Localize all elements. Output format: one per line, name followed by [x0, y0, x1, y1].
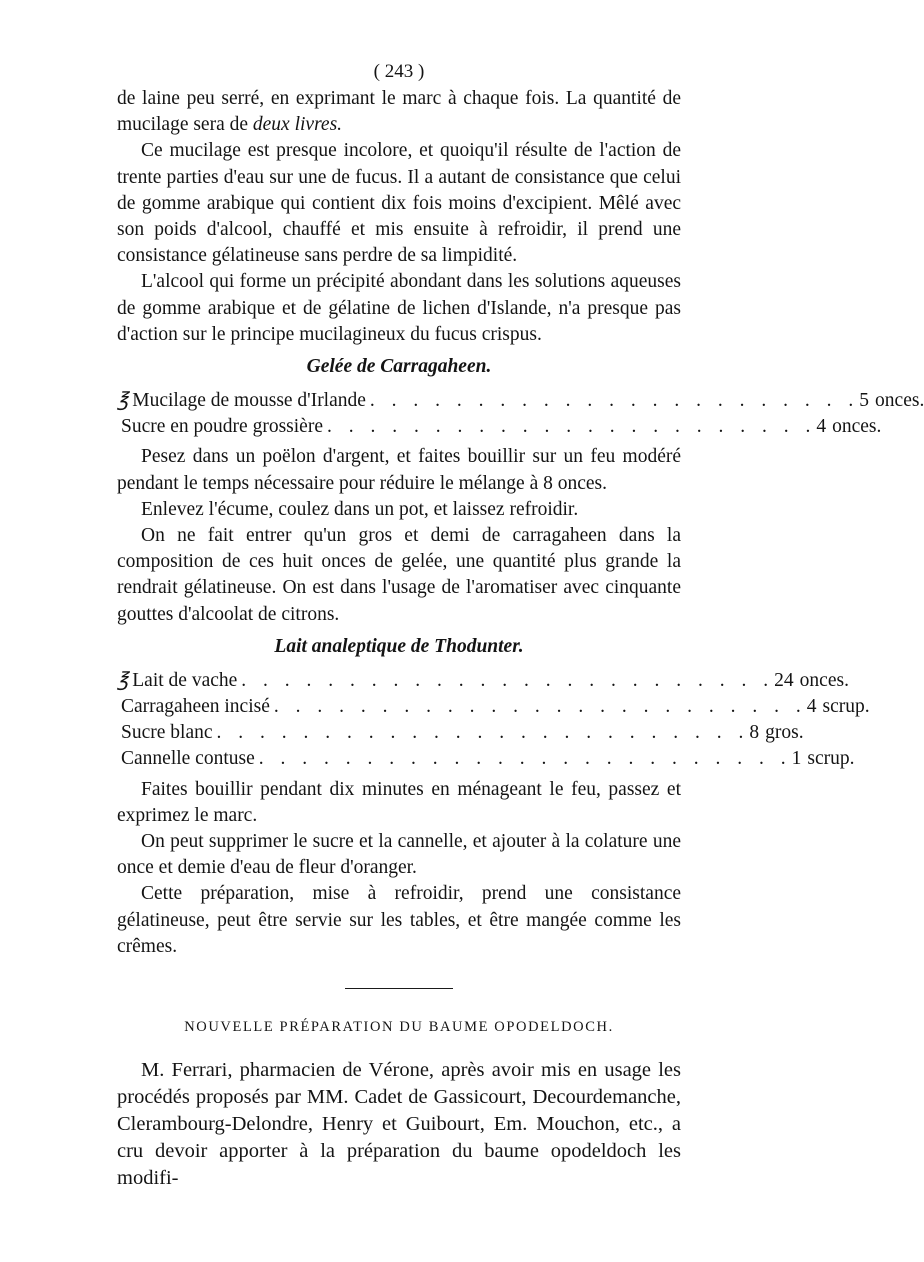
recipe-ingredient: Sucre blanc [121, 722, 213, 744]
heading-lait: Lait analeptique de Thodunter. [274, 635, 524, 657]
recipe-unit: scrup. [822, 696, 870, 718]
dot-leader: . . . . . . . . . . . . . . . . . . . . . . . . . [273, 696, 807, 718]
recipe-unit: onces. [832, 416, 882, 438]
paragraph-2: Ce mucilage est presque incolore, et quoiqu'il résulte de l'action de trente parties d'eau sur une de fucus. Il a autant de consistance que celui de gomme arabique qui contient dix fois moins d'excipient. Mêlé avec son poids d'alcool, chauffé et mis ensuite à refroidir, il prend une consistance gélatineuse sans perdre de sa limpidité. [117, 140, 681, 267]
paragraph-8: On peut supprimer le sucre et la cannelle, et ajouter à la colature une once et demie d'eau de fleur d'oranger. [117, 831, 681, 879]
paragraph-4: Pesez dans un poëlon d'argent, et faites bouillir sur un feu modéré pendant le temps nécessaire pour réduire le mélange à 8 onces. [117, 446, 681, 494]
recipe-unit: gros. [765, 722, 804, 744]
recipe-unit: onces. [799, 669, 849, 691]
paragraph-1-text: de laine peu serré, en exprimant le marc à chaque fois. La quantité de mucilage sera de [117, 88, 681, 136]
recipe-symbol: ℥ [117, 669, 129, 691]
recipe-ingredient: Mucilage de mousse d'Irlande [132, 390, 366, 412]
dot-leader: . . . . . . . . . . . . . . . . . . . . . . . [369, 390, 860, 412]
recipe-quantity: 1 [791, 748, 802, 770]
recipe-quantity: 4 [806, 696, 817, 718]
dot-leader: . . . . . . . . . . . . . . . . . . . . . . . . . [258, 748, 792, 770]
recipe-line [117, 746, 855, 772]
recipe-line [117, 720, 804, 746]
recipe-line [117, 388, 924, 414]
recipe-line [117, 668, 849, 694]
paragraph-6: On ne fait entrer qu'un gros et demi de carragaheen dans la composition de ces huit onces de gelée, une quantité plus grande la rendrait gélatineuse. On est dans l'usage de l'aromatiser avec cinquante gouttes d'alcoolat de citrons. [117, 525, 681, 625]
recipe-quantity: 5 [859, 390, 870, 412]
recipe-ingredient: Cannelle contuse [121, 748, 255, 770]
page-number: ( 243 ) [373, 61, 425, 82]
recipe-line [117, 414, 882, 440]
recipe-unit: scrup. [807, 748, 855, 770]
recipe-quantity: 4 [816, 416, 827, 438]
dot-leader: . . . . . . . . . . . . . . . . . . . . . . . . . [241, 669, 775, 691]
recipe-unit: onces. [875, 390, 924, 412]
dot-leader: . . . . . . . . . . . . . . . . . . . . . . . [326, 416, 817, 438]
recipe-symbol: ℥ [117, 390, 129, 412]
paragraph-10: M. Ferrari, pharmacien de Vérone, après avoir mis en usage les procédés proposés par MM. Cadet de Gassicourt, Decourdemanche, Clerambourg-Delondre, Henry et Guibourt, Em. Mouchon, etc., a cru devoir apporter à la préparation du baume opodeldoch les modifi- [117, 1059, 681, 1190]
paragraph-7: Faites bouillir pendant dix minutes en ménageant le feu, passez et exprimez le marc. [117, 778, 681, 826]
recipe-quantity: 24 [774, 669, 794, 691]
heading-opodeldoch: NOUVELLE PRÉPARATION DU BAUME OPODELDOCH. [184, 1019, 614, 1036]
paragraph-5: Enlevez l'écume, coulez dans un pot, et laissez refroidir. [141, 498, 579, 520]
paragraph-3: L'alcool qui forme un précipité abondant dans les solutions aqueuses de gomme arabique et de gélatine de lichen d'Islande, n'a presque pas d'action sur le principe mucilagineux du fucus crispus. [117, 271, 681, 345]
paragraph-1-emphasis: deux livres. [252, 114, 343, 136]
paragraph-1 [117, 86, 681, 138]
recipe-ingredient: Carragaheen incisé [121, 696, 270, 718]
recipe-quantity: 8 [749, 722, 760, 744]
dot-leader: . . . . . . . . . . . . . . . . . . . . . . . . . [216, 722, 750, 744]
book-page [117, 60, 924, 1192]
paragraph-9: Cette préparation, mise à refroidir, prend une consistance gélatineuse, peut être servie sur les tables, et être mangée comme les crêmes. [117, 883, 681, 957]
recipe-line [117, 694, 870, 720]
heading-gelee: Gelée de Carragaheen. [306, 356, 492, 378]
recipe-gelee [117, 388, 924, 440]
recipe-ingredient: Sucre en poudre grossière [121, 416, 323, 438]
recipe-lait [117, 668, 870, 773]
recipe-ingredient: Lait de vache [132, 669, 238, 691]
section-divider [345, 988, 453, 989]
